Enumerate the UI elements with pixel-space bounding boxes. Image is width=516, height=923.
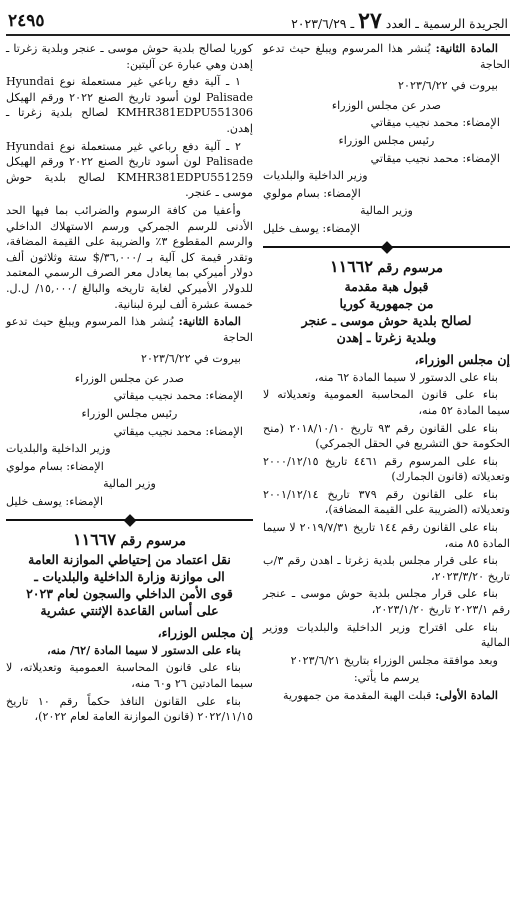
council-intro: إن مجلس الوزراء، xyxy=(157,625,253,641)
signature: الإمضاء: يوسف خليل xyxy=(6,495,104,509)
minister-title: وزير المالية xyxy=(360,204,413,218)
legal-basis: بناء على القانون رقم ٣٧٩ تاريخ ٢٠٠١/١٢/١٤ وتعديلاته (الضريبة على القيمة المضافة)، xyxy=(263,487,510,517)
signature: الإمضاء: يوسف خليل xyxy=(263,221,361,235)
article-1: المادة الأولى: قبلت الهبة المقدمة من جمهورية xyxy=(283,688,498,702)
decree-subject: قبول هبة مقدمة من جمهورية كوريا لصالح بلدية حوش موسى ـ عنجر وبلدية زغرتا ـ إهدن xyxy=(301,279,472,346)
signature: الإمضاء: بسام مولوي xyxy=(6,459,104,473)
signature: الإمضاء: محمد نجيب ميقاتي xyxy=(113,389,243,403)
signature: الإمضاء: محمد نجيب ميقاتي xyxy=(370,151,500,165)
vehicle-item: ٢ ـ آلية دفع رباعي غير مستعملة نوع Hyundai Palisade لون أسود تاريخ الصنع ٢٠٢٢ ورقم الهيكل KMHR381EDPU551259 لصالح بلدية حوش موسى ـ عنجر. xyxy=(6,139,254,200)
article-2: المادة الثانية: يُنشر هذا المرسوم ويبلغ حيث تدعو الحاجة xyxy=(263,41,510,71)
legal-basis: بناء على الدستور لا سيما المادة /٦٢/ منه، xyxy=(47,642,241,657)
decree-number: ١١٦٦٢ xyxy=(330,256,373,276)
signature: الإمضاء: محمد نجيب ميقاتي xyxy=(370,116,500,130)
legal-basis: بناء على القانون النافذ حكماً رقم ١٠ تاريخ ٢٠٢٢/١١/١٥ (قانون الموازنة العامة لعام ٢٠٢٢)، xyxy=(6,694,253,724)
page-header xyxy=(6,8,510,36)
legal-basis: بناء على القانون رقم ١٤٤ تاريخ ٢٠١٩/٧/٣١ لا سيما المادة ٨٥ منه، xyxy=(263,521,510,550)
legal-basis: بناء على اقتراح وزير الداخلية والبلديات ووزير المالية xyxy=(263,620,510,650)
legal-basis: بناء على القانون رقم ٩٣ تاريخ ٢٠١٨/١٠/١٠ (منح الحكومة حق التشريع في الحقل الجمركي) xyxy=(263,421,510,451)
pm-title: رئيس مجلس الوزراء xyxy=(81,407,178,421)
article-2: المادة الثانية: يُنشر هذا المرسوم ويبلغ حيث تدعو الحاجة xyxy=(6,314,253,344)
minister-title: وزير الداخلية والبلديات xyxy=(6,442,111,456)
decree-subject: نقل اعتماد من إحتياطي الموازنة العامة الى موازنة وزارة الداخلية والبلديات ـ قوى الأمن الداخلي والسجون لعام ٢٠٢٣ على أساس القاعدة الإثنتي عشرية xyxy=(26,552,233,619)
left-column xyxy=(6,41,253,916)
minister-title: وزير الداخلية والبلديات xyxy=(263,169,368,183)
issue-number: ٢٧ xyxy=(358,8,382,34)
gazette-name: الجريدة الرسمية ـ العدد xyxy=(385,16,508,31)
decree-number: ١١٦٦٧ xyxy=(73,529,116,549)
decree-heading: مرسوم رقم ١١٦٦٢ xyxy=(330,256,443,276)
legal-basis: بناء على قانون المحاسبة العمومية وتعديلاته، لا سيما المادتين ٢٦ و٦٠ منه، xyxy=(6,661,253,690)
legal-basis: بناء على المرسوم رقم ٤٤٦١ تاريخ ٢٠٠٠/١٢/١٥ وتعديلاته (قانون الجمارك) xyxy=(263,454,510,484)
legal-basis: وبعد موافقة مجلس الوزراء بتاريخ ٢٠٢٣/٦/٢١ xyxy=(290,653,498,667)
decree-date: بيروت في ٢٠٢٣/٦/٢٢ xyxy=(141,352,241,366)
decree-heading: مرسوم رقم ١١٦٦٧ xyxy=(73,529,186,549)
legal-basis: بناء على قانون المحاسبة العمومية وتعديلاته لا سيما المادة ٥٢ منه، xyxy=(263,388,510,417)
issue-date: ـ ٢٠٢٣/٦/٢٩ xyxy=(291,16,355,31)
council-intro: إن مجلس الوزراء، xyxy=(414,352,510,368)
issued-by: صدر عن مجلس الوزراء xyxy=(331,98,442,112)
article-1-cont: كوريا لصالح بلدية حوش موسى ـ عنجر وبلدية زغرتا ـ إهدن وهي عبارة عن آليتين: xyxy=(6,42,253,71)
signature: الإمضاء: بسام مولوي xyxy=(263,186,361,200)
decree-date: بيروت في ٢٠٢٣/٦/٢٢ xyxy=(398,79,498,93)
legal-basis: بناء على قرار مجلس بلدية حوش موسى ـ عنجر رقم ٢٠٢٣/١ تاريخ ٢٠٢٣/١/٢٠، xyxy=(263,587,510,617)
gazette-title xyxy=(291,8,508,34)
signature: الإمضاء: محمد نجيب ميقاتي xyxy=(113,424,243,438)
right-column xyxy=(263,41,510,916)
issued-by: صدر عن مجلس الوزراء xyxy=(74,371,185,385)
decrees-line: يرسم ما يأتي: xyxy=(353,671,420,685)
legal-basis: بناء على الدستور لا سيما المادة ٦٢ منه، xyxy=(314,370,498,384)
vehicle-item: ١ ـ آلية دفع رباعي غير مستعملة نوع Hyundai Palisade لون أسود تاريخ الصنع ٢٠٢٢ ورقم الهيكل KMHR381EDPU551306 لصالح بلدية زغرتا ـ إهدن. xyxy=(6,75,254,135)
minister-title: وزير المالية xyxy=(103,477,156,491)
page-number: ٢٤٩٥ xyxy=(8,11,45,31)
section-divider xyxy=(263,243,510,251)
section-divider xyxy=(6,516,253,524)
pm-title: رئيس مجلس الوزراء xyxy=(338,133,435,147)
legal-basis: بناء على قرار مجلس بلدية زغرتا ـ اهدن رقم ٣/ب تاريخ ٢٠٢٣/٣/٢٠، xyxy=(263,554,510,583)
exemption-paragraph: وأعفيا من كافة الرسوم والضرائب بما فيها الحد الأدنى للرسم الجمركي ورسم الاستهلاك الداخلي والرسم المقطوع ٣٪ والضريبة على القيمة المضافة، وتقدر قيمة كل آلية بـ /٣٦,٠٠٠/$ ستة وثلاثون ألف دولار أميركي بما يعادل معر الصرف الرسمي المعتمد للدولار الأميركي لغاية تاريخه والبالغ /١٥,٠٠٠/ ل.ل. خمسة عشرة ألف ليرة لبنانية. xyxy=(6,203,253,311)
